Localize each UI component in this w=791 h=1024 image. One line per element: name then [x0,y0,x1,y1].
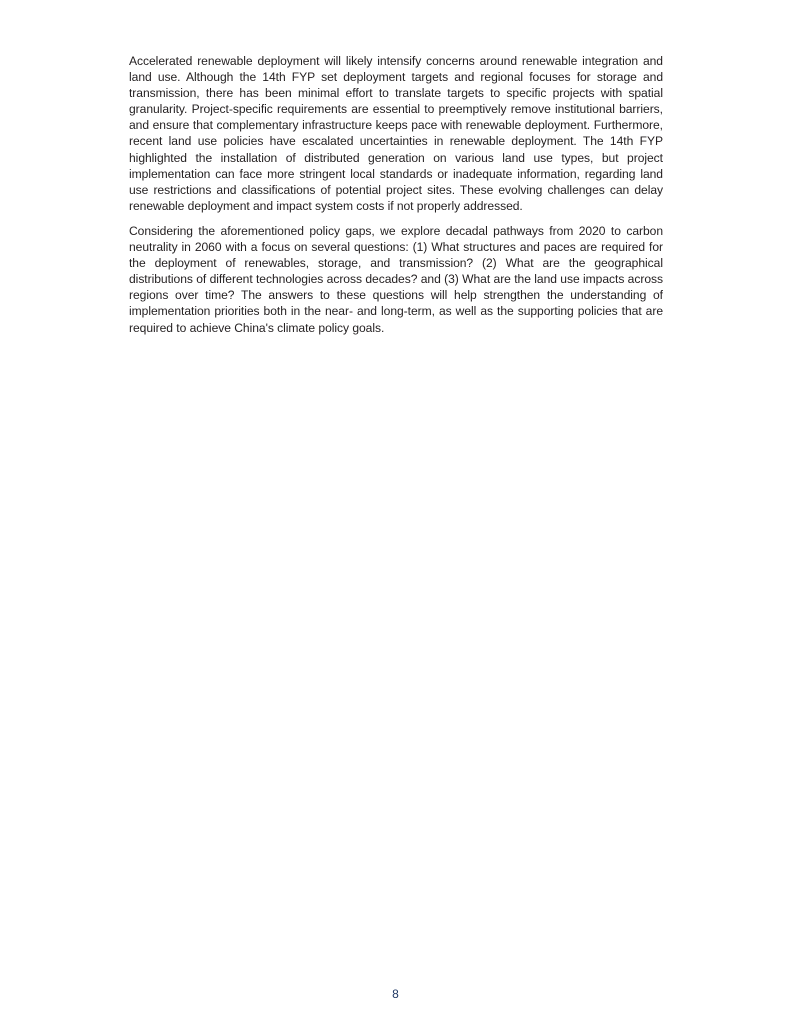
paragraph-research-questions: Considering the aforementioned policy gaps, we explore decadal pathways from 2020 to carbon neutrality in 2060 with a focus on several questions: (1) What structures and paces are required for the deployment of renewables, storage, and transmission? (2) What are the geographical distributions of different technologies across decades? and (3) What are the land use impacts across regions over time? The answers to these questions will help strengthen the understanding of implementation priorities both in the near- and long-term, as well as the supporting policies that are required to achieve China's climate policy goals. [129,223,663,335]
body-text [129,53,663,336]
page-number: 8 [392,987,399,1001]
paragraph-renewable-integration: Accelerated renewable deployment will likely intensify concerns around renewable integration and land use. Although the 14th FYP set deployment targets and regional focuses for storage and transmission, there has been minimal effort to translate targets to specific projects with spatial granularity. Project-specific requirements are essential to preemptively remove institutional barriers, and ensure that complementary infrastructure keeps pace with renewable deployment. Furthermore, recent land use policies have escalated uncertainties in renewable deployment. The 14th FYP highlighted the installation of distributed generation on various land use types, but project implementation can face more stringent local standards or inadequate information, regarding land use restrictions and classifications of potential project sites. These evolving challenges can delay renewable deployment and impact system costs if not properly addressed. [129,54,663,213]
